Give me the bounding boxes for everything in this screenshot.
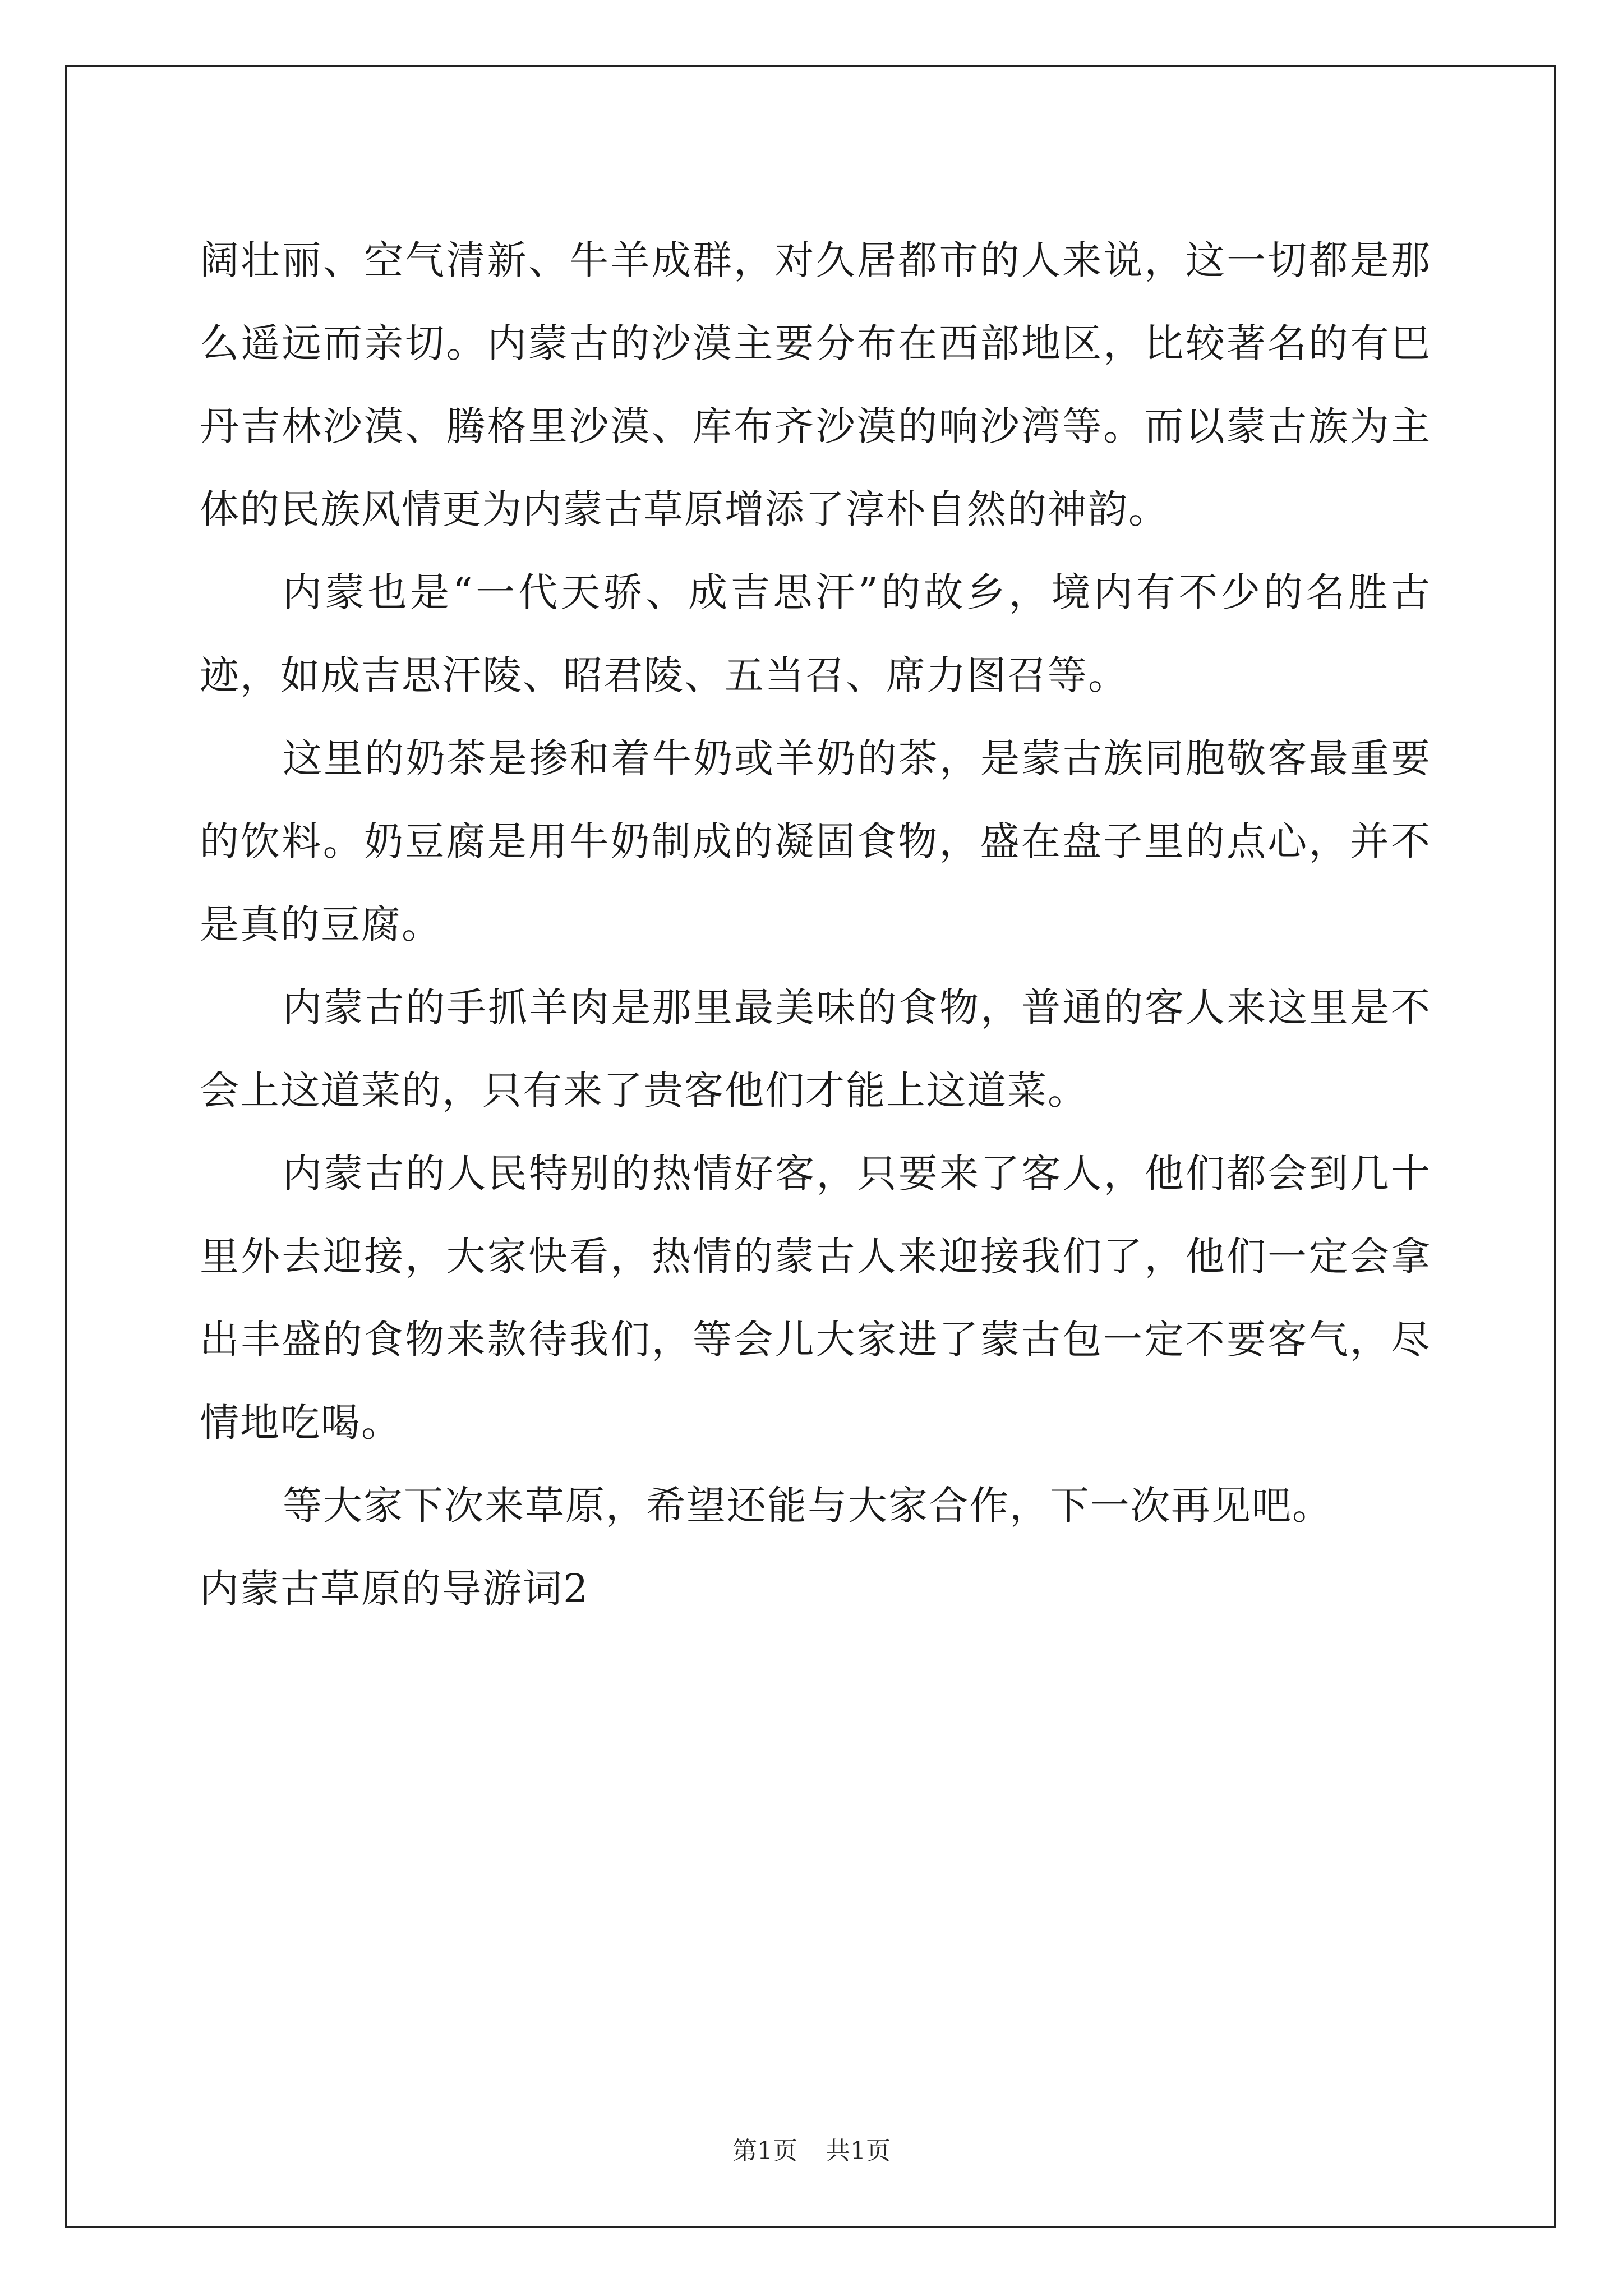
section-heading: 内蒙古草原的导游词2 [200, 1566, 589, 1612]
document-body [200, 219, 1431, 1630]
page-number: 第1页 [732, 2137, 797, 2165]
paragraph-2: 内蒙也是“一代天骄、成吉思汗”的故乡，境内有不少的名胜古迹，如成吉思汗陵、昭君陵、五当召、席力图召等。 [200, 569, 1431, 698]
paragraph-4: 内蒙古的手抓羊肉是那里最美味的食物，普通的客人来这里是不会上这道菜的，只有来了贵客他们才能上这道菜。 [200, 984, 1431, 1114]
paragraph-5: 内蒙古的人民特别的热情好客，只要来了客人，他们都会到几十里外去迎接，大家快看，热情的蒙古人来迎接我们了，他们一定会拿出丰盛的食物来款待我们，等会儿大家进了蒙古包一定不要客气，尽情地吃喝。 [200, 1151, 1431, 1446]
paragraph-1: 阔壮丽、空气清新、牛羊成群，对久居都市的人来说，这一切都是那么遥远而亲切。内蒙古的沙漠主要分布在西部地区，比较著名的有巴丹吉林沙漠、腾格里沙漠、库布齐沙漠的响沙湾等。而以蒙古族为主体的民族风情更为内蒙古草原增添了淳朴自然的神韵。 [200, 237, 1431, 532]
paragraph-6: 等大家下次来草原，希望还能与大家合作，下一次再见吧。 [283, 1483, 1332, 1529]
paragraph-3: 这里的奶茶是掺和着牛奶或羊奶的茶，是蒙古族同胞敬客最重要的饮料。奶豆腐是用牛奶制成的凝固食物，盛在盘子里的点心，并不是真的豆腐。 [200, 735, 1431, 947]
page-total: 共1页 [826, 2137, 891, 2165]
page-footer [0, 2134, 1623, 2168]
